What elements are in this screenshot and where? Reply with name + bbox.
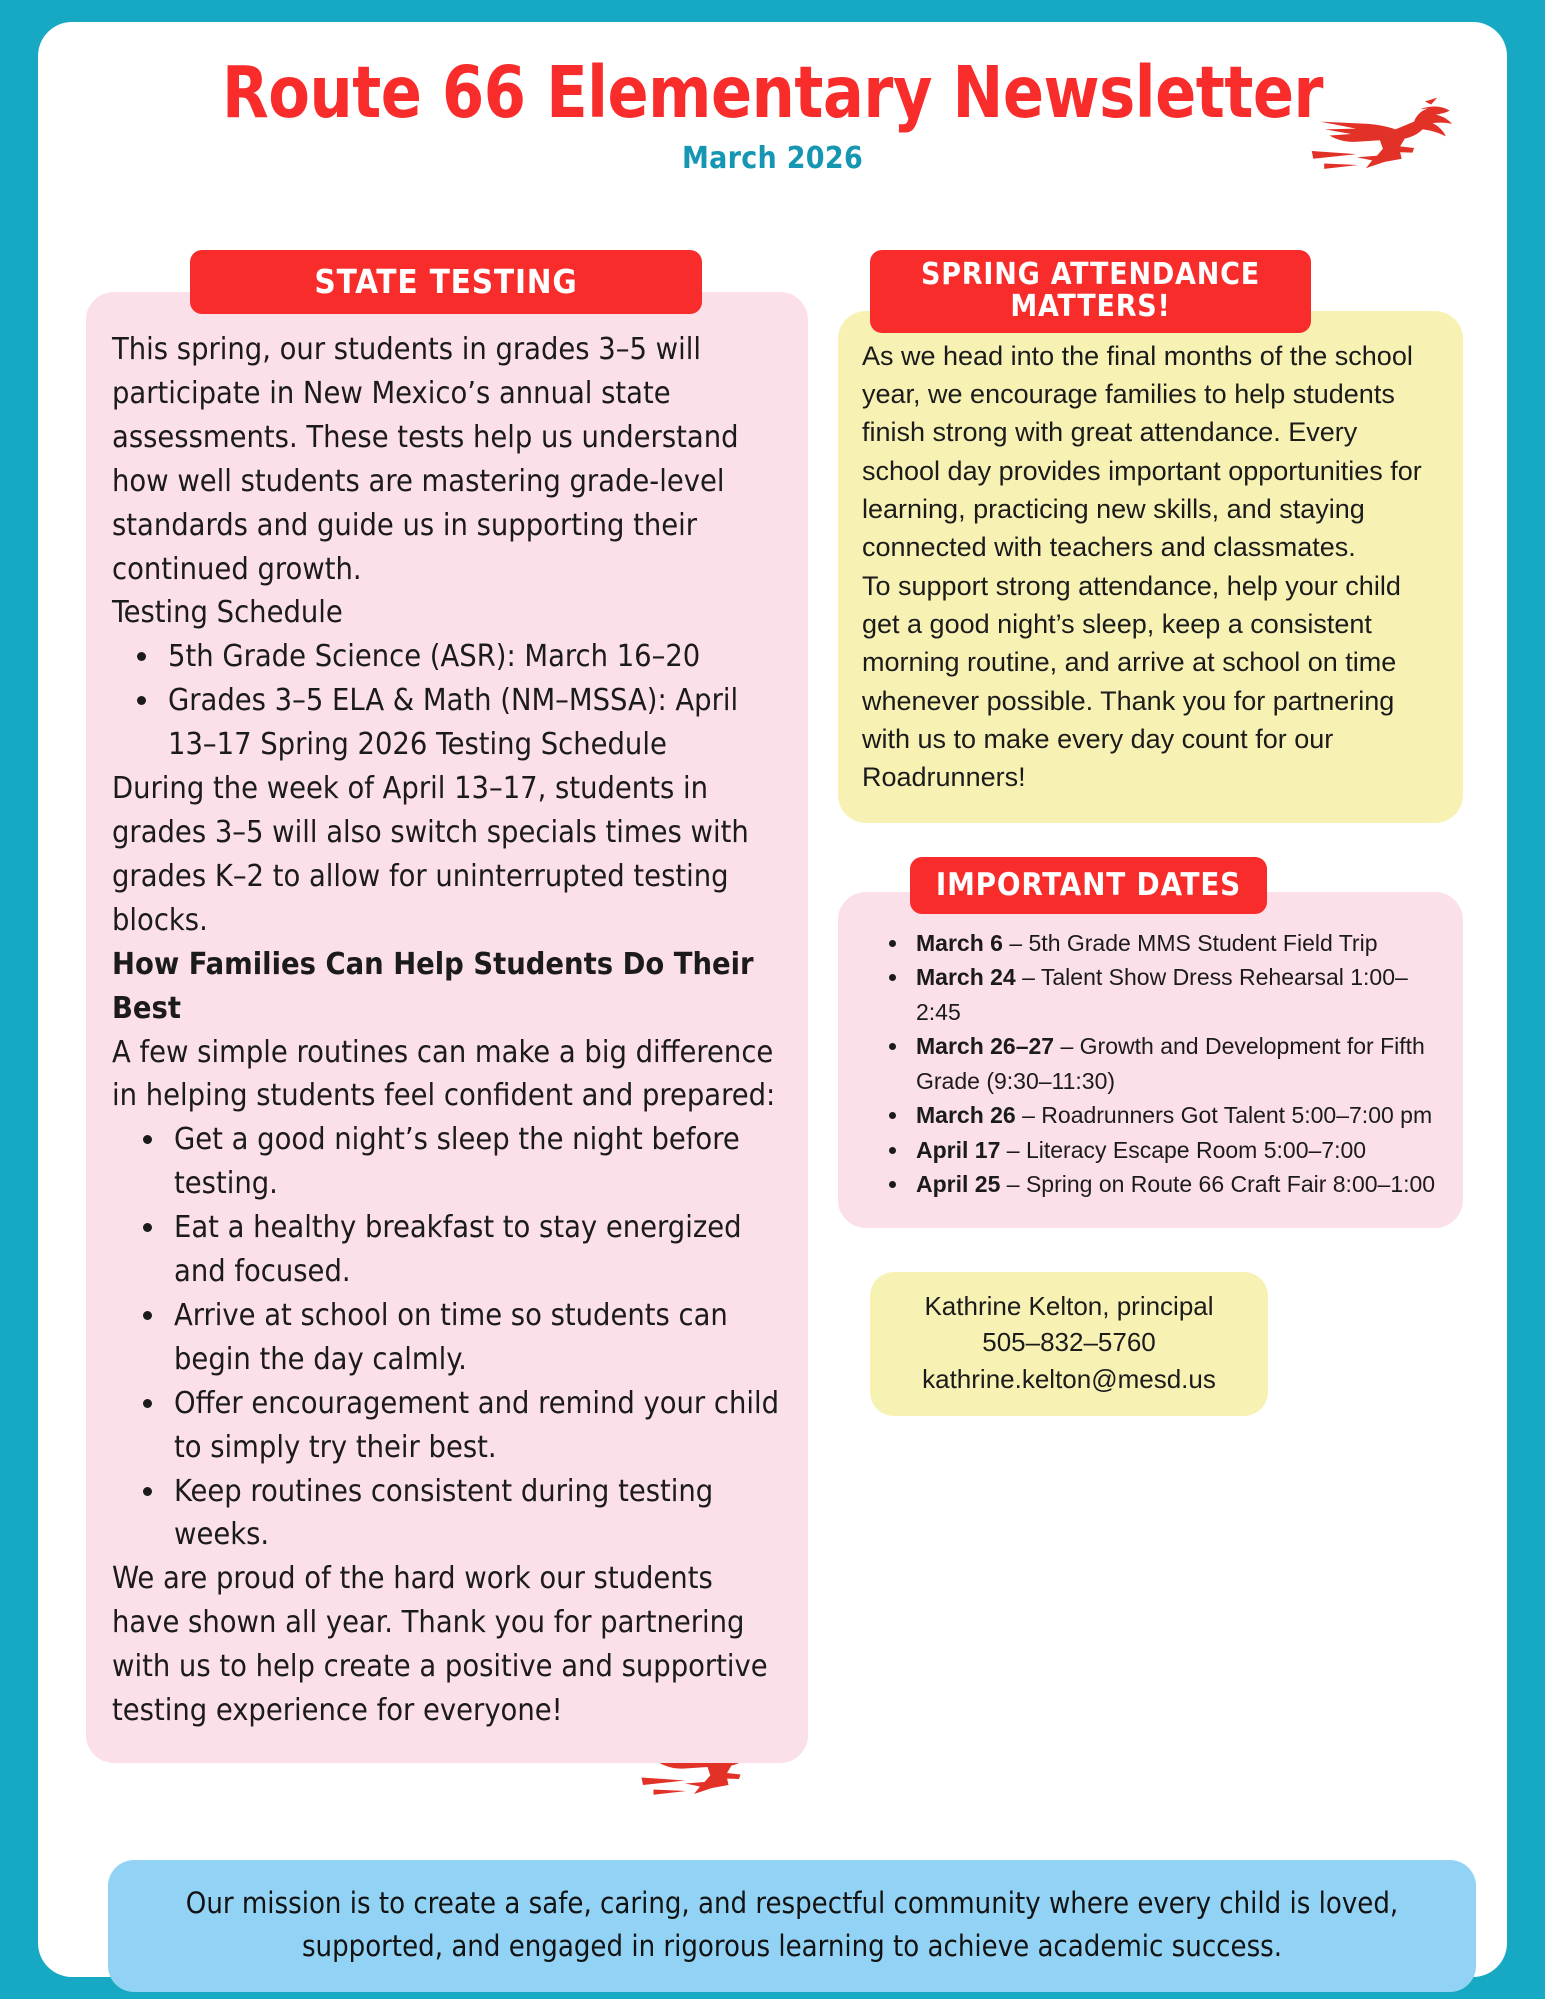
important-dates-card [838, 892, 1463, 1228]
list-item [910, 1098, 1443, 1133]
testing-schedule-list [112, 635, 786, 767]
date-label: April 17 [916, 1136, 1001, 1163]
list-item: • Arrive at school on time so students can begin the day calmly. [168, 1294, 786, 1382]
state-testing-closing: We are proud of the hard work our students have shown all year. Thank you for partnering with us to help create a positive and supportive testing experience for everyone! [112, 1561, 768, 1729]
list-item [910, 1133, 1443, 1168]
attendance-paragraph-2: To support strong attendance, help your child get a good night’s sleep, keep a consistent morning routine, and arrive at school on time whenever possible. Thank you for partnering with us to make every day count for our Roadrunners! [862, 570, 1401, 793]
page-title: Route 66 Elementary Newsletter [221, 51, 1324, 134]
roadrunner-icon [1304, 94, 1459, 174]
attendance-heading: SPRING ATTENDANCE MATTERS! [870, 250, 1311, 333]
state-testing-card [86, 292, 808, 1763]
important-dates-heading: IMPORTANT DATES [910, 857, 1267, 914]
date-label: March 26–27 [916, 1033, 1055, 1060]
list-item [910, 1167, 1443, 1202]
date-description: – Literacy Escape Room 5:00–7:00 [1000, 1136, 1367, 1163]
attendance-card [838, 311, 1463, 823]
date-description: – 5th Grade MMS Student Field Trip [1002, 929, 1378, 956]
right-column [838, 250, 1463, 1416]
state-testing-intro: This spring, our students in grades 3–5 will participate in New Mexico’s annual state assessments. These tests help us understand how well students are mastering grade-level standards and guide us in supporting their continued growth. [112, 332, 739, 587]
list-item [910, 926, 1443, 961]
list-item: • Eat a healthy breakfast to stay energized and focused. [168, 1206, 786, 1294]
contact-box [870, 1272, 1268, 1417]
how-families-can-help-heading: How Families Can Help Students Do Their Best [112, 946, 754, 1026]
date-description: – Growth and Development for Fifth Grade (9:30–11:30) [916, 1033, 1425, 1094]
list-item: • Offer encouragement and remind your child to simply try their best. [168, 1382, 786, 1470]
help-tips-list [112, 1118, 786, 1557]
issue-date: March 2026 [681, 140, 864, 176]
date-label: March 26 [916, 1102, 1016, 1129]
list-item [910, 960, 1443, 1029]
important-dates-list [864, 926, 1443, 1202]
attendance-body [862, 337, 1441, 797]
date-description: – Roadrunners Got Talent 5:00–7:00 pm [1015, 1102, 1433, 1129]
how-families-can-help-intro: A few simple routines can make a big difference in helping students feel confident and prepared: [112, 1034, 776, 1114]
date-description: – Spring on Route 66 Craft Fair 8:00–1:00 [1000, 1171, 1436, 1198]
list-item: • Keep routines consistent during testing weeks. [168, 1470, 786, 1558]
list-item: • 5th Grade Science (ASR): March 16–20 [162, 635, 786, 679]
principal-email[interactable]: kathrine.kelton@mesd.us [922, 1364, 1216, 1395]
date-label: March 6 [916, 929, 1003, 956]
testing-schedule-label: Testing Schedule [112, 595, 343, 631]
attendance-paragraph-1: As we head into the final months of the school year, we encourage families to help students finish strong with great attendance. Every school day provides important opportunities for learning, practicing new skills, and staying connected with teachers and classmates. [862, 340, 1422, 563]
date-label: April 25 [916, 1171, 1001, 1198]
left-column [86, 250, 808, 1763]
specials-note: During the week of April 13–17, students in grades 3–5 will also switch specials times with grades K–2 to allow for uninterrupted testing blocks. [112, 771, 749, 938]
principal-phone[interactable]: 505–832–5760 [982, 1327, 1156, 1358]
principal-name: Kathrine Kelton, principal [924, 1290, 1214, 1321]
list-item: • Grades 3–5 ELA & Math (NM–MSSA): April 13–17 Spring 2026 Testing Schedule [162, 679, 786, 767]
newsletter-page [38, 22, 1507, 1977]
mission-statement-banner [108, 1860, 1476, 1992]
list-item: • Get a good night’s sleep the night before testing. [168, 1118, 786, 1206]
masthead [38, 22, 1507, 176]
state-testing-heading: STATE TESTING [190, 250, 702, 314]
list-item [910, 1029, 1443, 1098]
mission-statement-text: Our mission is to create a safe, caring, and respectful community where every child is loved, supported, and engaged in rigorous learning to achieve academic success. [185, 1886, 1399, 1963]
date-label: March 24 [916, 964, 1016, 991]
date-description: – Talent Show Dress Rehearsal 1:00–2:45 [916, 964, 1408, 1025]
state-testing-body [112, 328, 786, 1733]
